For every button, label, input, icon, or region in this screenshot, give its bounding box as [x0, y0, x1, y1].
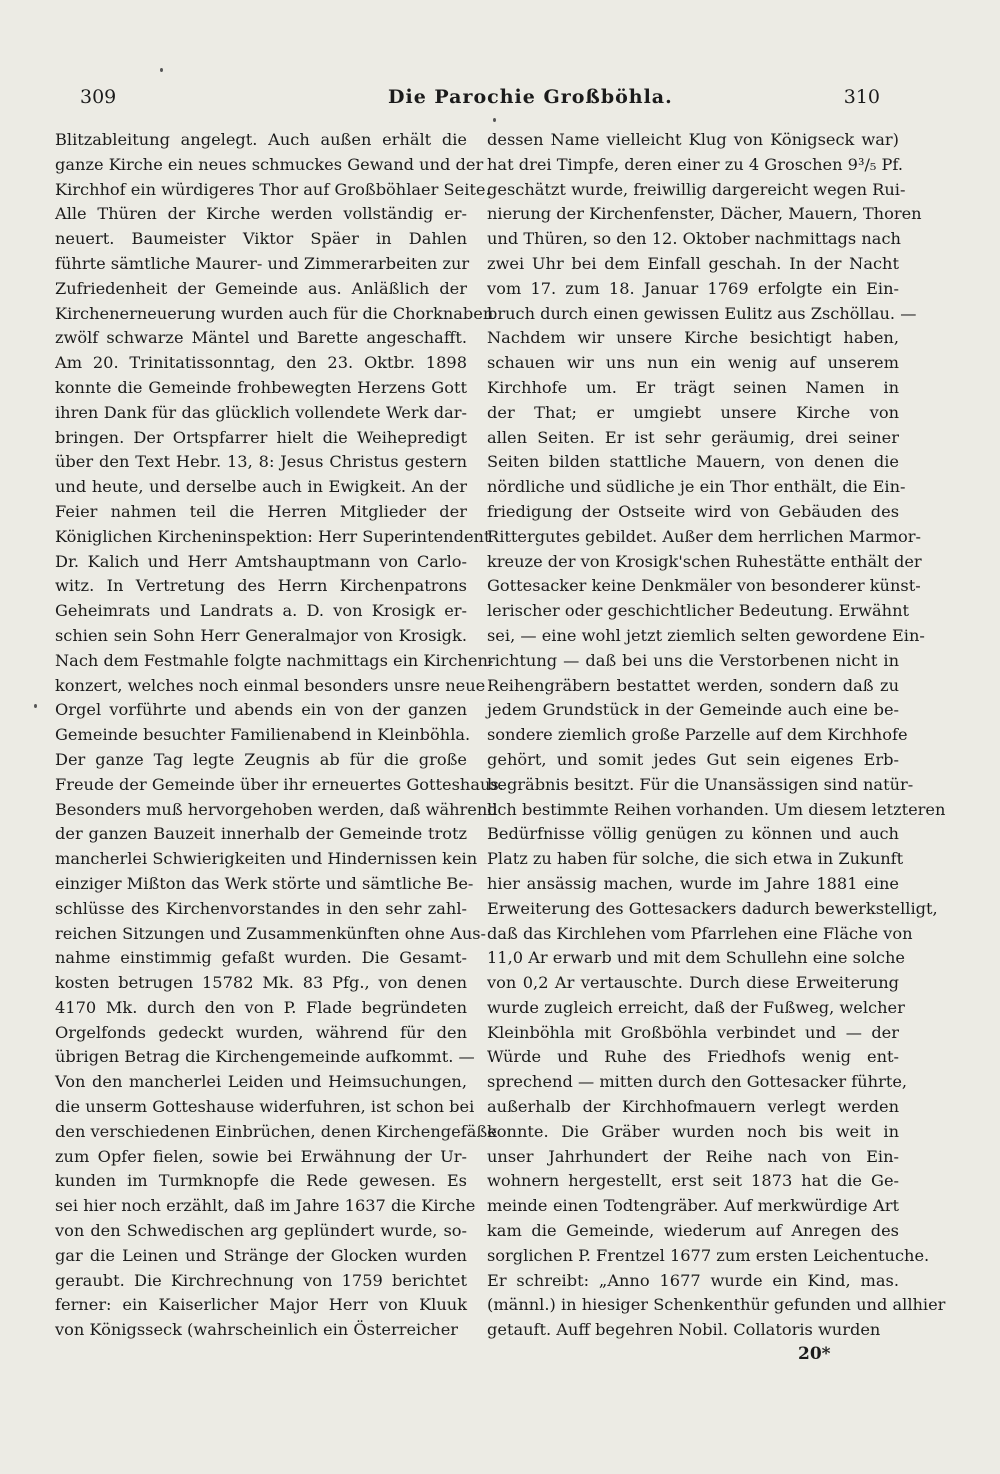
text-line: wohnern hergestellt, erst seit 1873 hat die Ge-	[487, 1171, 899, 1191]
text-line: Blitzableitung angelegt. Auch außen erhält die	[55, 130, 467, 149]
text-line: ihren Dank für das glücklich vollendete Werk dar-	[55, 402, 467, 422]
text-line: daß das Kirchlehen vom Pfarrlehen eine Fläche von	[487, 923, 913, 943]
text-line: von 0,2 Ar vertauschte. Durch diese Erweiterung	[487, 973, 899, 993]
text-line: von Königsseck (wahrscheinlich ein Österreicher	[55, 1320, 459, 1340]
text-line: kosten betrugen 15782 Mk. 83 Pfg., von denen	[55, 973, 467, 993]
text-line: bruch durch einen gewissen Eulitz aus Zschöllau. —	[487, 303, 917, 323]
text-line: Dr. Kalich und Herr Amtshauptmann von Carlo-	[55, 551, 467, 571]
text-line: sei hier noch erzählt, daß im Jahre 1637 die Kirche	[55, 1196, 476, 1216]
text-line: zum Opfer fielen, sowie bei Erwähnung der Ur-	[55, 1146, 467, 1166]
running-title: Die Parochie Großböhla.	[388, 86, 673, 108]
text-line: übrigen Betrag die Kirchengemeinde aufkommt. —	[55, 1047, 475, 1067]
text-line: Freude der Gemeinde über ihr erneuertes Gotteshaus.	[55, 774, 504, 794]
text-line: konnte die Gemeinde frohbewegten Herzens Gott	[55, 377, 467, 397]
text-line: gehört, und somit jedes Gut sein eigenes Erb-	[487, 749, 899, 769]
text-line: und heute, und derselbe auch in Ewigkeit. An der	[55, 477, 467, 497]
text-line: kreuze der von Krosigk'schen Ruhestätte enthält der	[487, 551, 922, 571]
text-line: schauen wir uns nun ein wenig auf unserem	[487, 353, 899, 373]
text-line: Alle Thüren der Kirche werden vollständig er-	[55, 204, 467, 224]
text-line: vom 17. zum 18. Januar 1769 erfolgte ein Ein-	[487, 278, 899, 298]
text-line: führte sämtliche Maurer- und Zimmerarbeiten zur	[55, 253, 470, 273]
page-number-left: 309	[80, 86, 117, 108]
text-line: ferner: ein Kaiserlicher Major Herr von Kluuk	[55, 1295, 467, 1315]
text-line: und Thüren, so den 12. Oktober nachmittags nach	[487, 229, 901, 249]
text-line: Kirchenerneuerung wurden auch für die Chorknaben	[55, 303, 494, 323]
text-line: Gemeinde besuchter Familienabend in Kleinböhla.	[55, 725, 471, 745]
text-line: der That; er umgiebt unsere Kirche von	[487, 402, 899, 422]
text-line: hat drei Timpfe, deren einer zu 4 Groschen 9³/₅ Pf.	[487, 154, 903, 174]
text-line: wurde zugleich erreicht, daß der Fußweg, welcher	[487, 997, 905, 1017]
text-line: Orgelfonds gedeckt wurden, während für den	[55, 1022, 467, 1042]
text-line: Platz zu haben für solche, die sich etwa in Zukunft	[487, 849, 904, 869]
signature-mark: 20*	[798, 1344, 831, 1364]
text-line: geschätzt wurde, freiwillig dargereicht wegen Rui-	[487, 179, 906, 199]
text-line: nördliche und südliche je ein Thor enthält, die Ein-	[487, 477, 906, 497]
text-line: bringen. Der Ortspfarrer hielt die Weihepredigt	[55, 427, 467, 447]
text-line: Kirchhofe um. Er trägt seinen Namen in	[487, 377, 899, 397]
print-speck	[493, 118, 496, 122]
text-line: Kleinböhla mit Großböhla verbindet und — der	[487, 1022, 899, 1042]
text-line: Reihengräbern bestattet werden, sondern daß zu	[487, 675, 899, 695]
text-line: sondere ziemlich große Parzelle auf dem Kirchhofe	[487, 725, 908, 745]
text-line: Würde und Ruhe des Friedhofs wenig ent-	[487, 1047, 899, 1067]
text-line: richtung — daß bei uns die Verstorbenen nicht in	[487, 650, 899, 670]
text-line: geraubt. Die Kirchrechnung von 1759 berichtet	[55, 1270, 467, 1290]
text-line: dessen Name vielleicht Klug von Königseck war)	[487, 130, 899, 149]
text-line: ganze Kirche ein neues schmuckes Gewand und der	[55, 154, 484, 174]
text-line: gar die Leinen und Stränge der Glocken wurden	[55, 1245, 467, 1265]
text-line: nierung der Kirchenfenster, Dächer, Mauern, Thoren	[487, 204, 922, 224]
text-line: Erweiterung des Gottesackers dadurch bewerkstelligt,	[487, 898, 938, 918]
text-line: der ganzen Bauzeit innerhalb der Gemeinde trotz	[55, 824, 467, 844]
text-line: hier ansässig machen, wurde im Jahre 1881 eine	[487, 873, 899, 893]
text-line: kam die Gemeinde, wiederum auf Anregen des	[487, 1221, 899, 1241]
text-line: Von den mancherlei Leiden und Heimsuchungen,	[55, 1072, 467, 1092]
text-line: jedem Grundstück in der Gemeinde auch eine be-	[487, 700, 899, 720]
text-line: 4170 Mk. durch den von P. Flade begründeten	[55, 997, 467, 1017]
text-line: von den Schwedischen arg geplündert wurde, so-	[55, 1221, 467, 1241]
text-line: Am 20. Trinitatissonntag, den 23. Oktbr. 1898	[55, 353, 467, 373]
text-line: reichen Sitzungen und Zusammenkünften ohne Aus-	[55, 923, 487, 943]
text-line: Feier nahmen teil die Herren Mitglieder der	[55, 501, 467, 521]
text-line: Rittergutes gebildet. Außer dem herrlichen Marmor-	[487, 526, 921, 546]
text-line: lich bestimmte Reihen vorhanden. Um diesem letzteren	[487, 799, 946, 819]
right-column	[487, 128, 946, 1343]
text-line: Besonders muß hervorgehoben werden, daß während	[55, 799, 498, 819]
text-line: zwei Uhr bei dem Einfall geschah. In der Nacht	[487, 253, 899, 273]
text-line: Orgel vorführte und abends ein von der ganzen	[55, 700, 467, 720]
text-line: Nachdem wir unsere Kirche besichtigt haben,	[487, 328, 899, 348]
text-line: Kirchhof ein würdigeres Thor auf Großböhlaer Seite.	[55, 179, 491, 199]
text-line: Geheimrats und Landrats a. D. von Krosigk er-	[55, 601, 467, 621]
text-line: Gottesacker keine Denkmäler von besonderer künst-	[487, 576, 921, 596]
text-line: unser Jahrhundert der Reihe nach von Ein-	[487, 1146, 899, 1166]
text-line: Er schreibt: „Anno 1677 wurde ein Kind, mas.	[487, 1270, 899, 1290]
text-line: schlüsse des Kirchenvorstandes in den sehr zahl-	[55, 898, 467, 918]
text-line: den verschiedenen Einbrüchen, denen Kirchengefäße	[55, 1121, 497, 1141]
text-line: konnte. Die Gräber wurden noch bis weit in	[487, 1121, 899, 1141]
text-line: außerhalb der Kirchhofmauern verlegt werden	[487, 1097, 899, 1117]
text-line: Königlichen Kircheninspektion: Herr Superintendent	[55, 526, 491, 546]
text-line: schien sein Sohn Herr Generalmajor von Krosigk.	[55, 625, 467, 645]
text-line: sprechend — mitten durch den Gottesacker führte,	[487, 1072, 908, 1092]
page-number-right: 310	[843, 86, 880, 108]
text-line: Nach dem Festmahle folgte nachmittags ein Kirchen-	[55, 650, 494, 670]
text-line: (männl.) in hiesiger Schenkenthür gefunden und allhier	[487, 1295, 946, 1315]
print-speck	[34, 704, 37, 708]
text-line: sorglichen P. Frentzel 1677 zum ersten Leichentuche.	[487, 1245, 930, 1265]
text-line: über den Text Hebr. 13, 8: Jesus Christus gestern	[55, 452, 467, 472]
text-line: Seiten bilden stattliche Mauern, von denen die	[487, 452, 899, 472]
left-column	[55, 128, 504, 1343]
text-line: Der ganze Tag legte Zeugnis ab für die große	[55, 749, 467, 769]
print-speck	[160, 68, 163, 72]
text-line: die unserm Gotteshause widerfuhren, ist schon bei	[55, 1097, 475, 1117]
text-line: einziger Mißton das Werk störte und sämtliche Be-	[55, 873, 474, 893]
text-line: nahme einstimmig gefaßt wurden. Die Gesamt-	[55, 948, 467, 968]
text-line: zwölf schwarze Mäntel und Barette angeschafft.	[55, 328, 467, 348]
text-line: konzert, welches noch einmal besonders unsre neue	[55, 675, 486, 695]
text-line: sei, — eine wohl jetzt ziemlich selten gewordene Ein-	[487, 625, 925, 645]
text-line: Bedürfnisse völlig genügen zu können und auch	[487, 824, 899, 844]
text-line: getauft. Auff begehren Nobil. Collatoris wurden	[487, 1320, 881, 1340]
text-line: mancherlei Schwierigkeiten und Hindernissen kein	[55, 849, 478, 869]
text-line: allen Seiten. Er ist sehr geräumig, drei seiner	[487, 427, 899, 447]
text-line: lerischer oder geschichtlicher Bedeutung. Erwähnt	[487, 601, 909, 621]
text-line: meinde einen Todtengräber. Auf merkwürdige Art	[487, 1196, 899, 1216]
text-line: kunden im Turmknopfe die Rede gewesen. Es	[55, 1171, 467, 1191]
text-line: witz. In Vertretung des Herrn Kirchenpatrons	[55, 576, 467, 596]
text-line: begräbnis besitzt. Für die Unansässigen sind natür-	[487, 774, 914, 794]
text-line: 11,0 Ar erwarb und mit dem Schullehn eine solche	[487, 948, 905, 968]
page-header	[70, 86, 880, 116]
text-line: friedigung der Ostseite wird von Gebäuden des	[487, 501, 899, 521]
text-line: Zufriedenheit der Gemeinde aus. Anläßlich der	[55, 278, 467, 298]
text-line: neuert. Baumeister Viktor Späer in Dahlen	[55, 229, 467, 249]
